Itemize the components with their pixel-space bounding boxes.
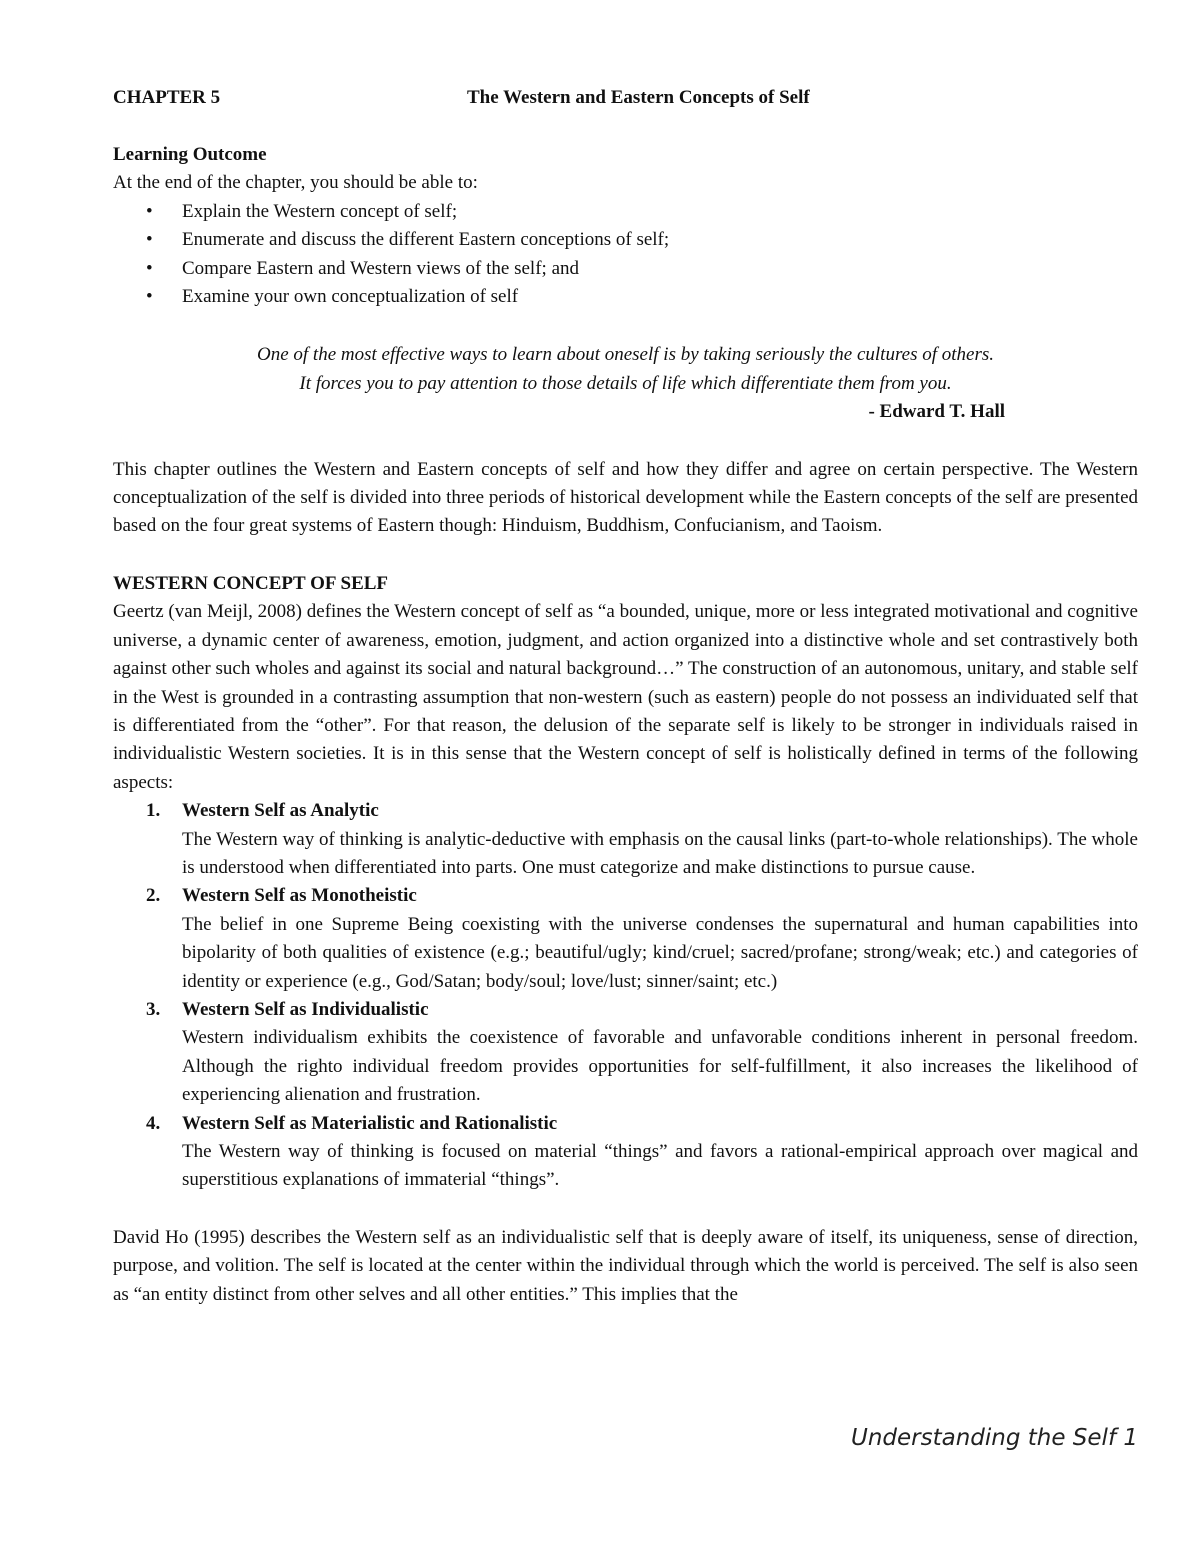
chapter-title: The Western and Eastern Concepts of Self [467, 87, 810, 108]
learning-outcome-intro: At the end of the chapter, you should be able to: [113, 172, 478, 194]
aspect-number: 1. [146, 800, 161, 822]
aspect-text: The belief in one Supreme Being coexisting with the universe condenses the supernatural and human capabilities into bipolarity of both qualities of existence (e.g.; beautiful/ugly; kind/cruel; sacred/profane; strong/weak; etc.) and categories of identity or experience (e.g., God/Satan; body/soul; love/lust; sinner/saint; etc.) [182, 913, 1138, 992]
aspect-item [113, 882, 1138, 996]
learning-outcome-heading: Learning Outcome [113, 144, 267, 165]
learning-outcome-list [113, 198, 1138, 312]
western-aspects-list [113, 797, 1138, 1195]
list-item [113, 283, 1138, 311]
list-item-text: Examine your own conceptualization of self [182, 286, 519, 308]
chapter-header [113, 84, 1138, 112]
page-content [113, 84, 1138, 1309]
aspect-item [113, 797, 1138, 882]
bullet-icon: • [146, 229, 153, 251]
closing-paragraph: David Ho (1995) describes the Western self as an individualistic self that is deeply aware of itself, its uniqueness, sense of direction, purpose, and volition. The self is located at the center within the individual through which the world is perceived. The self is also seen as “an entity distinct from other selves and all other entities.” This implies that the [113, 1226, 1138, 1305]
aspect-text: Western individualism exhibits the coexistence of favorable and unfavorable conditions inherent in personal freedom. Although the righto individual freedom provides opportunities for self-fulfillment, it also increases the likelihood of experiencing alienation and frustration. [182, 1027, 1138, 1106]
quote-author: - Edward T. Hall [868, 401, 1005, 423]
aspect-number: 3. [146, 998, 161, 1020]
intro-paragraph: This chapter outlines the Western and Eastern concepts of self and how they differ and agree on certain perspective. The Western conceptualization of the self is divided into three periods of historical development while the Eastern concepts of the self are presented based on the four great systems of Eastern though: Hinduism, Buddhism, Confucianism, and Taoism. [113, 458, 1138, 537]
quote-line-2: It forces you to pay attention to those details of life which differentiate them from you. [299, 372, 952, 394]
list-item-text: Compare Eastern and Western views of the self; and [182, 257, 579, 279]
chapter-number: CHAPTER 5 [113, 87, 221, 108]
aspect-item [113, 996, 1138, 1110]
list-item-text: Enumerate and discuss the different Eastern conceptions of self; [182, 229, 670, 251]
western-section-heading: WESTERN CONCEPT OF SELF [113, 572, 389, 594]
aspect-title: Western Self as Individualistic [182, 998, 429, 1020]
aspect-item [113, 1110, 1138, 1195]
bullet-icon: • [146, 200, 153, 222]
aspect-text: The Western way of thinking is analytic-deductive with emphasis on the causal links (part-to-whole relationships). The whole is understood when differentiated into parts. One must categorize and make distinctions to pursue cause. [182, 828, 1138, 878]
aspect-number: 2. [146, 885, 161, 907]
aspect-text: The Western way of thinking is focused on material “things” and favors a rational-empirical approach over magical and superstitious explanations of immaterial “things”. [182, 1141, 1138, 1191]
bullet-icon: • [146, 286, 153, 308]
aspect-title: Western Self as Monotheistic [182, 885, 417, 907]
list-item [113, 255, 1138, 283]
aspect-title: Western Self as Analytic [182, 800, 379, 822]
epigraph-quote [113, 341, 1138, 398]
list-item-text: Explain the Western concept of self; [182, 200, 458, 222]
western-paragraph: Geertz (van Meijl, 2008) defines the Western concept of self as “a bounded, unique, more or less integrated motivational and cognitive universe, a dynamic center of awareness, emotion, judgment, and action organized into a distinctive whole and set contrastively both against other such wholes and against its social and natural background…” The construction of an autonomous, unitary, and stable self in the West is grounded in a contrasting assumption that non-western (such as eastern) people do not possess an individuated self that is differentiated from the “other”. For that reason, the delusion of the separate self is likely to be stronger in individuals raised in individualistic Western societies. It is in this sense that the Western concept of self is holistically defined in terms of the following aspects: [113, 601, 1138, 793]
aspect-number: 4. [146, 1112, 161, 1134]
page-footer: Understanding the Self 1 [850, 1425, 1138, 1451]
bullet-icon: • [146, 257, 153, 279]
aspect-title: Western Self as Materialistic and Rationalistic [182, 1112, 558, 1134]
list-item [113, 198, 1138, 226]
list-item [113, 226, 1138, 254]
quote-line-1: One of the most effective ways to learn about oneself is by taking seriously the cultures of others. [256, 344, 994, 366]
